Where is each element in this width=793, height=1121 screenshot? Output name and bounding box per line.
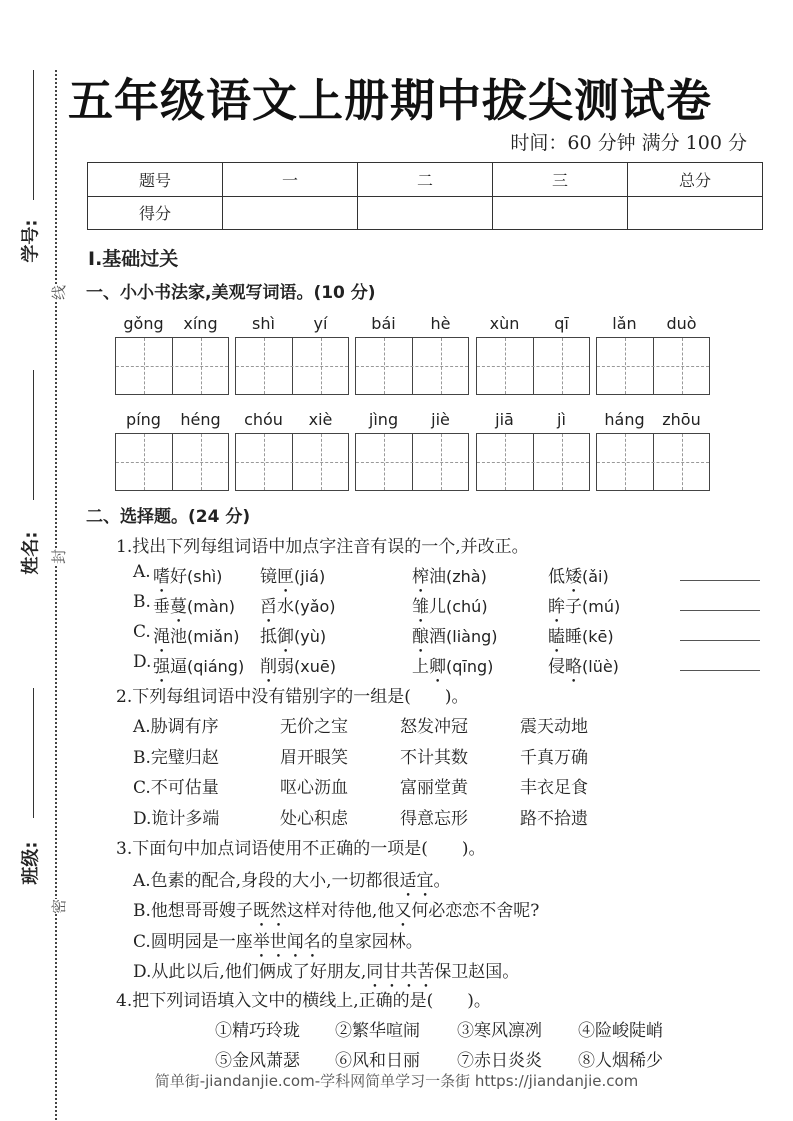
seal-secret-mark: 密 <box>50 898 69 915</box>
option-label: C. <box>133 622 151 642</box>
grid-guide <box>116 366 228 367</box>
answer-blank[interactable] <box>680 610 760 611</box>
score-header-cell: 一 <box>223 163 358 197</box>
dotted-char: 嗜 <box>153 567 170 587</box>
option-word: 呕心沥血 <box>280 778 348 798</box>
pinyin: (miǎn) <box>187 627 240 646</box>
sentence-text: 何必恋恋不舍呢? <box>411 901 540 922</box>
writing-grid-box[interactable] <box>596 433 710 491</box>
seal-line-mark: 线 <box>50 284 69 301</box>
dotted-char: 舀 <box>260 597 277 617</box>
section1-heading: 一、小小书法家,美观写词语。(10 分) <box>86 283 376 303</box>
pinyin-label: píng <box>126 410 161 429</box>
option-word: D.诡计多端 <box>133 808 220 829</box>
word-with-pinyin: 瞌睡(kē) <box>548 627 614 647</box>
pinyin-label: gǒng <box>123 314 164 333</box>
word-with-pinyin: 侵略(lüè) <box>548 657 619 677</box>
q4-stem: 4.把下列词语填入文中的横线上,正确的是( )。 <box>116 991 491 1011</box>
option-word: 眉开眼笑 <box>280 747 348 768</box>
word-with-pinyin: 渑池(miǎn) <box>153 627 240 647</box>
writing-grid-box[interactable] <box>235 337 349 395</box>
pinyin-label: jiè <box>431 410 450 429</box>
word-bank-item: ⑥风和日丽 <box>335 1051 420 1071</box>
dotted-phrase: 适宜 <box>399 871 434 891</box>
pinyin-label: háng <box>604 410 645 429</box>
pinyin: (yù) <box>294 627 327 646</box>
option-word: 丰衣足食 <box>520 778 588 798</box>
sentence-text: D.从此以后,他们俩成了好朋友, <box>133 961 367 982</box>
part-heading: Ⅰ.基础过关 <box>88 248 179 270</box>
pinyin-label: xiè <box>308 410 333 429</box>
dotted-char: 御 <box>277 627 294 647</box>
pinyin: (màn) <box>187 597 236 616</box>
class-underline <box>33 688 34 818</box>
dotted-char: 雏 <box>412 597 429 617</box>
writing-grid-box[interactable] <box>235 433 349 491</box>
dotted-phrase: 举世闻名 <box>252 931 321 952</box>
word-with-pinyin: 低矮(ǎi) <box>548 567 609 587</box>
word-with-pinyin: 强逼(qiáng) <box>153 657 245 677</box>
option-label: B. <box>133 592 151 612</box>
pinyin: (zhà) <box>446 567 487 586</box>
option-label: D. <box>133 652 152 672</box>
option-word: C.不可估量 <box>133 778 219 798</box>
writing-grid-box[interactable] <box>476 337 590 395</box>
dotted-char: 削 <box>260 657 277 677</box>
footer-watermark: 简单街-jiandanjie.com-学科网简单学习一条街 https://jiandanjie.com <box>154 1072 639 1090</box>
pinyin-label: hè <box>430 314 451 333</box>
score-header-cell: 二 <box>358 163 493 197</box>
writing-grid-box[interactable] <box>596 337 710 395</box>
sentence-text: 的皇家园林。 <box>320 931 423 952</box>
score-cell[interactable] <box>628 196 763 230</box>
dotted-char: 蔓 <box>170 597 187 617</box>
grid-guide <box>477 462 589 463</box>
pinyin-label: shì <box>252 314 275 333</box>
sentence-text: B.他想哥哥嫂子 <box>133 901 253 922</box>
word-with-pinyin: 上卿(qīng) <box>412 657 494 677</box>
pinyin: (mú) <box>582 597 621 616</box>
pinyin-label: lǎn <box>612 314 637 333</box>
pinyin-label: xíng <box>183 314 218 333</box>
pinyin-label: chóu <box>244 410 283 429</box>
pinyin-label: yí <box>313 314 328 333</box>
pinyin: (ǎi) <box>582 567 609 586</box>
grid-guide <box>597 366 709 367</box>
word-with-pinyin: 舀水(yǎo) <box>260 597 336 617</box>
writing-grid-box[interactable] <box>476 433 590 491</box>
dotted-char: 强 <box>153 657 170 677</box>
dotted-char: 略 <box>565 657 582 677</box>
writing-grid-box[interactable] <box>355 433 469 491</box>
dotted-phrase: 既然 <box>252 901 287 922</box>
word-with-pinyin: 抵御(yù) <box>260 627 327 647</box>
sentence-text: 。 <box>433 871 451 891</box>
grid-guide <box>116 462 228 463</box>
binding-dotted-line <box>55 70 57 1120</box>
sentence-text: C.圆明园是一座 <box>133 931 253 952</box>
grid-guide <box>477 366 589 367</box>
word-with-pinyin: 榨油(zhà) <box>412 567 487 587</box>
sentence-text: A.色素的配合,身段的大小,一切都很 <box>133 871 400 891</box>
writing-grid-box[interactable] <box>355 337 469 395</box>
option-word: 不计其数 <box>400 747 468 768</box>
dotted-char: 瞌 <box>548 627 565 647</box>
score-cell[interactable] <box>493 196 628 230</box>
word-bank-item: ⑦赤日炎炎 <box>457 1051 542 1071</box>
dotted-char: 卿 <box>429 657 446 677</box>
word-with-pinyin: 嗜好(shì) <box>153 567 223 587</box>
q3-stem: 3.下面句中加点词语使用不正确的一项是( )。 <box>116 839 486 859</box>
score-table-header-row <box>88 163 763 197</box>
dotted-phrase: 又 <box>394 901 412 922</box>
pinyin: (shì) <box>187 567 223 586</box>
pinyin: (xuē) <box>294 657 336 676</box>
word-with-pinyin: 眸子(mú) <box>548 597 621 617</box>
pinyin-label: qī <box>554 314 569 333</box>
answer-blank[interactable] <box>680 580 760 581</box>
pinyin-label: bái <box>371 314 396 333</box>
seal-seal-mark: 封 <box>50 548 69 565</box>
dotted-char: 眸 <box>548 597 565 617</box>
pinyin: (jiá) <box>294 567 326 586</box>
word-bank-item: ④险峻陡峭 <box>578 1021 663 1041</box>
q1-stem: 1.找出下列每组词语中加点字注音有误的一个,并改正。 <box>116 537 529 557</box>
option-word: 怒发冲冠 <box>400 717 468 737</box>
writing-grid-box[interactable] <box>115 337 229 395</box>
option-word: 富丽堂黄 <box>400 778 468 798</box>
word-with-pinyin: 垂蔓(màn) <box>153 597 236 617</box>
score-table <box>87 162 763 230</box>
score-cell[interactable] <box>223 196 358 230</box>
pinyin-label: héng <box>180 410 221 429</box>
dotted-char: 酿 <box>412 627 429 647</box>
pinyin-label: jiā <box>495 410 514 429</box>
pinyin: (qīng) <box>446 657 494 676</box>
pinyin: (lüè) <box>582 657 619 676</box>
pinyin-label: xùn <box>489 314 520 333</box>
q2-stem: 2.下列每组词语中没有错别字的一组是( )。 <box>116 687 469 707</box>
option-word: 无价之宝 <box>280 717 348 737</box>
dotted-phrase: 同甘共苦 <box>366 961 435 982</box>
word-with-pinyin: 雏儿(chú) <box>412 597 488 617</box>
student-id-underline <box>33 70 34 200</box>
pinyin-label: jì <box>557 410 566 429</box>
word-bank-item: ⑤金风萧瑟 <box>215 1051 300 1071</box>
score-row-label: 得分 <box>88 196 223 230</box>
word-bank-item: ⑧人烟稀少 <box>578 1051 663 1071</box>
time-info: 时间：60 分钟 满分 100 分 <box>510 132 747 154</box>
pinyin: (qiáng) <box>187 657 245 676</box>
score-header-cell: 题号 <box>88 163 223 197</box>
score-header-cell: 总分 <box>628 163 763 197</box>
option-word: A.胁调有序 <box>133 717 219 737</box>
pinyin-label: zhōu <box>662 410 701 429</box>
pinyin: (liàng) <box>446 627 498 646</box>
pinyin: (kē) <box>582 627 614 646</box>
option-word: 千真万确 <box>520 747 588 768</box>
grid-guide <box>356 462 468 463</box>
score-cell[interactable] <box>358 196 493 230</box>
dotted-char: 匣 <box>277 567 294 587</box>
dotted-char: 榨 <box>412 567 429 587</box>
word-bank-item: ②繁华喧闹 <box>335 1021 420 1041</box>
sentence-text: 这样对待他,他 <box>286 901 395 922</box>
dotted-char: 矮 <box>565 567 582 587</box>
score-table-score-row <box>88 196 763 230</box>
word-with-pinyin: 削弱(xuē) <box>260 657 336 677</box>
score-header-cell: 三 <box>493 163 628 197</box>
grid-guide <box>236 462 348 463</box>
student-id-label: 学号: <box>20 219 42 263</box>
pinyin: (yǎo) <box>294 597 336 616</box>
pinyin-label: jìng <box>368 410 399 429</box>
class-label: 班级: <box>20 841 42 885</box>
pinyin: (chú) <box>446 597 488 616</box>
sentence-text: 保卫赵国。 <box>434 961 520 982</box>
word-bank-item: ③寒风凛冽 <box>457 1021 542 1041</box>
option-word: 路不拾遗 <box>520 808 588 829</box>
option-word: 处心积虑 <box>280 808 348 829</box>
answer-blank[interactable] <box>680 670 760 671</box>
pinyin-label: duò <box>666 314 697 333</box>
name-label: 姓名: <box>20 531 42 575</box>
option-label: A. <box>133 562 151 582</box>
dotted-char: 渑 <box>153 627 170 647</box>
grid-guide <box>236 366 348 367</box>
grid-guide <box>356 366 468 367</box>
page-title: 五年级语文上册期中拔尖测试卷 <box>68 74 713 127</box>
answer-blank[interactable] <box>680 640 760 641</box>
writing-grid-box[interactable] <box>115 433 229 491</box>
word-with-pinyin: 酿酒(liàng) <box>412 627 498 647</box>
name-underline <box>33 370 34 500</box>
word-with-pinyin: 镜匣(jiá) <box>260 567 326 587</box>
option-word: 得意忘形 <box>400 808 468 829</box>
option-word: B.完璧归赵 <box>133 747 219 768</box>
section2-heading: 二、选择题。(24 分) <box>86 507 251 527</box>
option-word: 震天动地 <box>520 717 588 737</box>
word-bank-item: ①精巧玲珑 <box>215 1021 300 1041</box>
grid-guide <box>597 462 709 463</box>
